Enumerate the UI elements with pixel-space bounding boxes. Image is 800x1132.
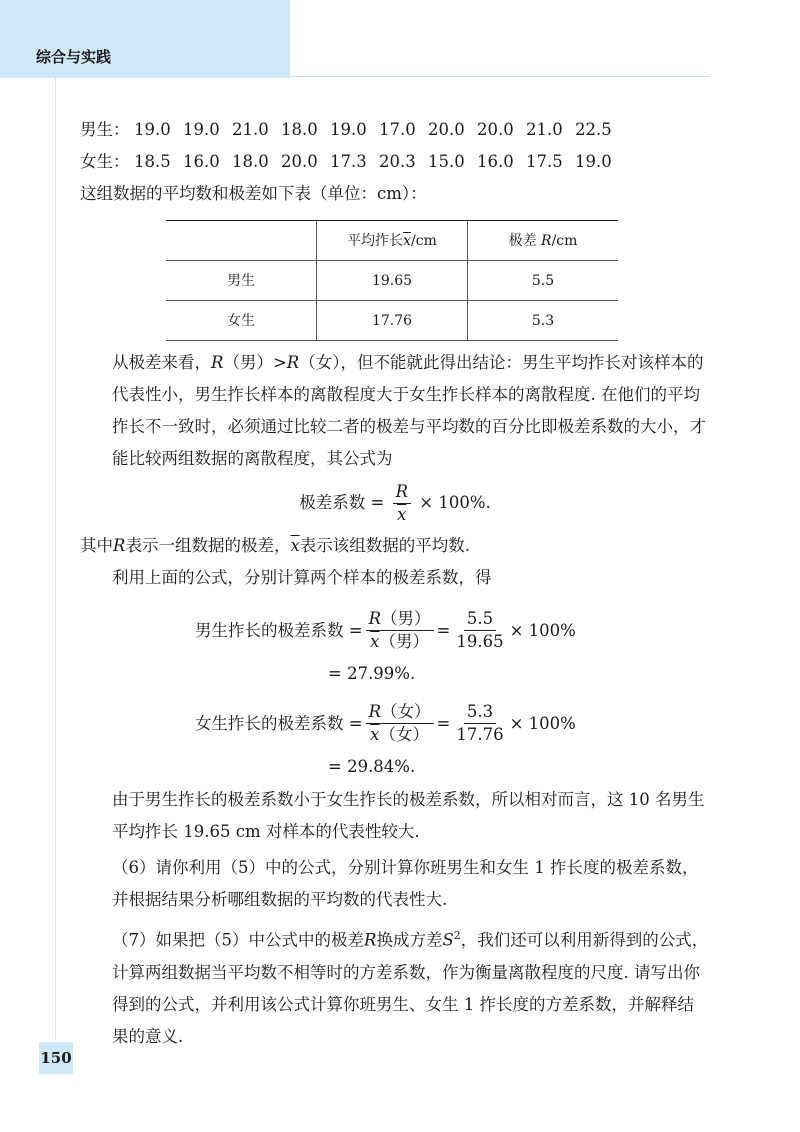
calc-lhs: 女生拃长的极差系数 = [195,713,363,733]
calc-den [367,631,432,653]
data-value: 21.0 [526,120,563,139]
text: 表示一组数据的极差， [125,536,291,555]
formula-tail: × 100%. [419,493,491,512]
data-value: 20.3 [379,152,416,171]
row-label: 男生 [166,261,317,301]
sym: R [368,702,382,721]
calc-girls-result: = 29.84%. [328,757,416,776]
tag: （女） [379,725,429,744]
girls-data-row [80,146,710,178]
equals: = [436,713,451,733]
calc-num [366,608,434,631]
formula-numerator: R [393,481,411,504]
text: 表示该组数据的平均数. [299,536,470,555]
calc-den [367,724,432,746]
data-value: 21.0 [232,120,269,139]
symbol-r: R [286,353,300,372]
paragraph-range-compare [80,347,710,475]
data-value: 19.0 [134,120,171,139]
data-value: 17.0 [379,120,416,139]
page-content [80,114,710,1053]
superscript: 2 [453,929,461,942]
header-range-symbol: R [541,232,552,249]
data-value: 19.0 [575,152,612,171]
header-empty-cell [166,221,317,261]
sym: $\overline{x}$ [370,725,380,744]
header-avg-symbol: $\overline{x}$ [403,232,412,249]
calc-girls [195,701,710,746]
page-number-badge [39,1042,73,1074]
page-number: 150 [40,1049,72,1067]
calc-boys-line [195,608,710,653]
calc-num [366,701,434,724]
table-row [166,301,618,341]
row-range: 5.5 [468,261,619,301]
symbol-xbar: $\overline{x}$ [290,536,300,555]
header-banner [0,0,290,78]
row-avg: 19.65 [317,261,468,301]
row-avg: 17.76 [317,301,468,341]
table-row [166,261,618,301]
calc-den-value: 17.76 [456,725,504,744]
header-rule [290,76,710,77]
section-title: 综合与实践 [36,48,112,66]
text: ，我们还可以利用新得到的公式，计算两组数据当平均数不相等时的方差系数，作为衡量离散程度的尺度. 请写出你得到的公式，并利用该公式计算你班男生、女生 1 拃长度的方差系数，并解释结果的意义. [112,930,709,1046]
range-coefficient-formula [80,481,710,526]
calc-fraction-numeric [453,608,506,653]
tag: （男） [379,632,429,651]
data-value: 20.0 [477,120,514,139]
text: 换成方差 [376,930,443,950]
symbol-r: R [364,930,377,950]
header-avg-cell [317,221,468,261]
data-value: 18.5 [134,152,171,171]
header-avg-label: 平均拃长 [347,232,404,249]
header-range-cell [468,221,619,261]
tag: （女） [381,702,431,721]
data-value: 18.0 [232,152,269,171]
data-value: 17.5 [526,152,563,171]
calc-num-value: 5.5 [464,608,496,631]
sym: $\overline{x}$ [370,632,380,651]
calc-den-value: 19.65 [456,632,504,651]
data-value: 19.0 [183,120,220,139]
formula-fraction [393,481,411,526]
calc-fraction-numeric [453,701,506,746]
formula-lhs: 极差系数 = [299,493,385,512]
data-value: 16.0 [477,152,514,171]
boys-label: 男生： [80,120,130,139]
calc-girls-line [195,701,710,746]
tag: （男） [381,609,431,628]
calc-num-value: 5.3 [464,701,496,724]
equals: = [436,620,451,640]
row-range: 5.3 [468,301,619,341]
paragraph-conclusion: 由于男生拃长的极差系数小于女生拃长的极差系数，所以相对而言，这 10 名男生平均拃长 19.65 cm 对样本的代表性较大. [112,790,705,841]
text: 其中 [80,536,113,555]
header-avg-unit: /cm [411,232,437,249]
symbol-r: R [211,353,224,372]
calc-boys [195,608,710,653]
calc-tail: × 100% [509,713,576,733]
calc-boys-result: = 27.99%. [328,664,416,683]
girls-values [134,146,624,178]
data-value: 19.0 [330,120,367,139]
data-value: 18.0 [281,120,318,139]
calc-fraction-symbolic [366,608,434,653]
data-value: 17.3 [330,152,367,171]
formula-denominator: x [397,505,407,524]
calc-fraction-symbolic [366,701,434,746]
boys-data-row [80,114,710,146]
margin-rule [55,78,56,1040]
symbol-r: R [113,536,126,555]
data-value: 20.0 [428,120,465,139]
sym: R [368,609,382,628]
data-value: 15.0 [428,152,465,171]
girls-label: 女生： [80,152,130,171]
symbol-s: S [442,930,454,950]
calc-lhs: 男生拃长的极差系数 = [195,620,363,640]
calc-tail: × 100% [509,620,576,640]
table-header-row [166,221,618,261]
data-value: 20.0 [281,152,318,171]
text: 从极差来看， [112,353,211,372]
header-range-unit: /cm [551,232,578,249]
header-range-label: 极差 [508,232,537,249]
paragraph-definitions [80,530,710,562]
data-value: 22.5 [575,120,612,139]
stats-table [166,220,618,341]
data-value: 16.0 [183,152,220,171]
text: （女），但不能就此得出结论：男生平均拃长对该样本的代表性小，男生拃长样本的离散程度大于女生拃长样本的离散程度. 在他们的平均拃长不一致时，必须通过比较二者的极差与平均数的百分比即极差系数的大小，才能比较两组数据的离散程度，其公式为 [112,353,706,468]
question-6: （6）请你利用（5）中的公式，分别计算你班男生和女生 1 拃长度的极差系数，并根据结果分析哪组数据的平均数的代表性大. [112,858,699,909]
table-intro: 这组数据的平均数和极差如下表（单位：cm）： [80,184,427,203]
row-label: 女生 [166,301,317,341]
text: （男）> [223,353,287,372]
paragraph-apply: 利用上面的公式，分别计算两个样本的极差系数，得 [112,568,492,587]
question-7 [80,920,710,1053]
text: （7）如果把（5）中公式中的极差 [112,930,364,950]
boys-values [134,114,624,146]
